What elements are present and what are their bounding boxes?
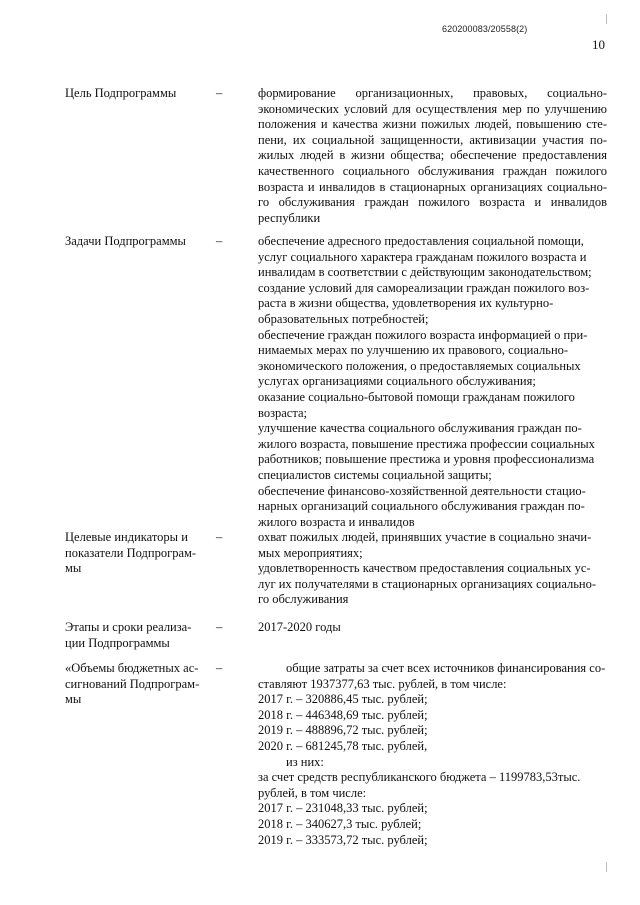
content-line: улучшение качества социального обслуживания граждан по- <box>258 421 582 436</box>
content-line: общие затраты за счет всех источников финансирования со- <box>286 661 606 675</box>
content-line: услуг социального характера гражданам пожилого возраста и <box>258 249 587 264</box>
content-line: за счет средств республиканского бюджета – 1199783,53тыс. <box>258 770 581 785</box>
label-line: Задачи Подпрограммы <box>65 234 186 248</box>
content-line: 2018 г. – 446348,69 тыс. рублей; <box>258 707 428 722</box>
label-line: сигнований Подпрограм- <box>65 676 200 691</box>
row-dash: – <box>216 530 223 544</box>
content-line: из них: <box>286 754 324 769</box>
content-line: удовлетворенность качеством предоставления социальных ус- <box>258 561 591 576</box>
content-line: охват пожилых людей, принявших участие в социально значи- <box>258 530 592 544</box>
content-line: работников; повышение престижа и уровня профессионализма <box>258 452 595 467</box>
row-content <box>258 530 607 608</box>
label-line: Целевые индикаторы и <box>65 530 188 544</box>
content-line: 2019 г. – 333573,72 тыс. рублей; <box>258 832 428 847</box>
content-line: экономического положения, о предоставляемых социальных <box>258 358 581 373</box>
content-line: рублей, в том числе: <box>258 785 367 800</box>
label-line: Цель Подпрограммы <box>65 86 177 100</box>
label-line: мы <box>65 561 82 576</box>
row-label <box>65 530 215 577</box>
content-line: нарных организаций социального обслуживания граждан по- <box>258 499 585 514</box>
content-line: специалистов системы социальной защиты; <box>258 467 492 482</box>
content-line: образовательных потребностей; <box>258 311 429 326</box>
content-line: го обслуживания <box>258 592 349 607</box>
row-label <box>65 234 215 250</box>
page-number: 10 <box>592 37 605 52</box>
content-line: инвалидам в соответствии с действующим законодательством; <box>258 265 592 280</box>
content-line: возраста и инвалидов в стационарных организациях социально- <box>258 179 607 194</box>
content-line: 2020 г. – 681245,78 тыс. рублей, <box>258 738 428 753</box>
row-content <box>258 86 607 226</box>
content-line: качественного социального обслуживания граждан пожилого <box>258 163 607 178</box>
content-line: услугах организациями социального обслуживания; <box>258 374 536 389</box>
content-line: положения и качества жизни пожилых людей, повышению сте- <box>258 117 607 132</box>
content-line: создание условий для самореализации граждан пожилого воз- <box>258 280 590 295</box>
content-line: жилого возраста и инвалидов <box>258 514 415 529</box>
row-content <box>258 661 607 848</box>
content-line: нимаемых мерах по улучшению их правового, социально- <box>258 343 569 358</box>
content-line: 2019 г. – 488896,72 тыс. рублей; <box>258 723 428 738</box>
label-line: Этапы и сроки реализа- <box>65 620 192 634</box>
row-content <box>258 234 607 530</box>
content-line: обеспечение финансово-хозяйственной деятельности стацио- <box>258 483 586 498</box>
row-dash: – <box>216 86 223 100</box>
content-line: 2017 г. – 320886,45 тыс. рублей; <box>258 692 428 707</box>
content-line: республики <box>258 210 321 225</box>
row-dash: – <box>216 661 223 675</box>
content-line: обеспечение граждан пожилого возраста информацией о при- <box>258 327 588 342</box>
row-label <box>65 86 215 102</box>
row-label <box>65 661 215 708</box>
content-line: пени, их социальной защищенности, активизации участия по- <box>258 132 607 147</box>
content-line: обеспечение адресного предоставления социальной помощи, <box>258 234 584 248</box>
content-line: 2018 г. – 340627,3 тыс. рублей; <box>258 816 422 831</box>
row-label <box>65 620 215 651</box>
content-line: луг их получателями в стационарных организациях социально- <box>258 576 597 591</box>
label-line: показатели Подпрограм- <box>65 545 197 560</box>
content-line: ставляют 1937377,63 тыс. рублей, в том числе: <box>258 676 507 691</box>
document-id: 620200083/20558(2) <box>442 24 528 34</box>
row-dash: – <box>216 620 223 634</box>
content-line: оказание социально-бытовой помощи гражданам пожилого <box>258 389 575 404</box>
label-line: ции Подпрограммы <box>65 635 170 650</box>
row-dash: – <box>216 234 223 248</box>
content-line: мых мероприятиях; <box>258 545 363 560</box>
content-line: жилых людей в жизни общества; обеспечение предоставления <box>258 148 607 163</box>
content-line: го обслуживания граждан пожилого возраста и инвалидов <box>258 195 607 210</box>
content-line: возраста; <box>258 405 307 420</box>
row-content <box>258 620 607 636</box>
label-line: мы <box>65 692 82 707</box>
content-line: формирование организационных, правовых, социально- <box>258 86 607 100</box>
content-line: раста в жизни общества, удовлетворения их культурно- <box>258 296 554 311</box>
content-line: 2017 г. – 231048,33 тыс. рублей; <box>258 801 428 816</box>
label-line: «Объемы бюджетных ас- <box>65 661 199 675</box>
content-line: экономических условий для осуществления мер по улучшению <box>258 101 607 116</box>
scan-margin-mark <box>606 862 607 872</box>
scan-margin-mark <box>606 14 607 24</box>
content-line: 2017-2020 годы <box>258 620 341 634</box>
content-line: жилого возраста, повышение престижа профессии социальных <box>258 436 595 451</box>
